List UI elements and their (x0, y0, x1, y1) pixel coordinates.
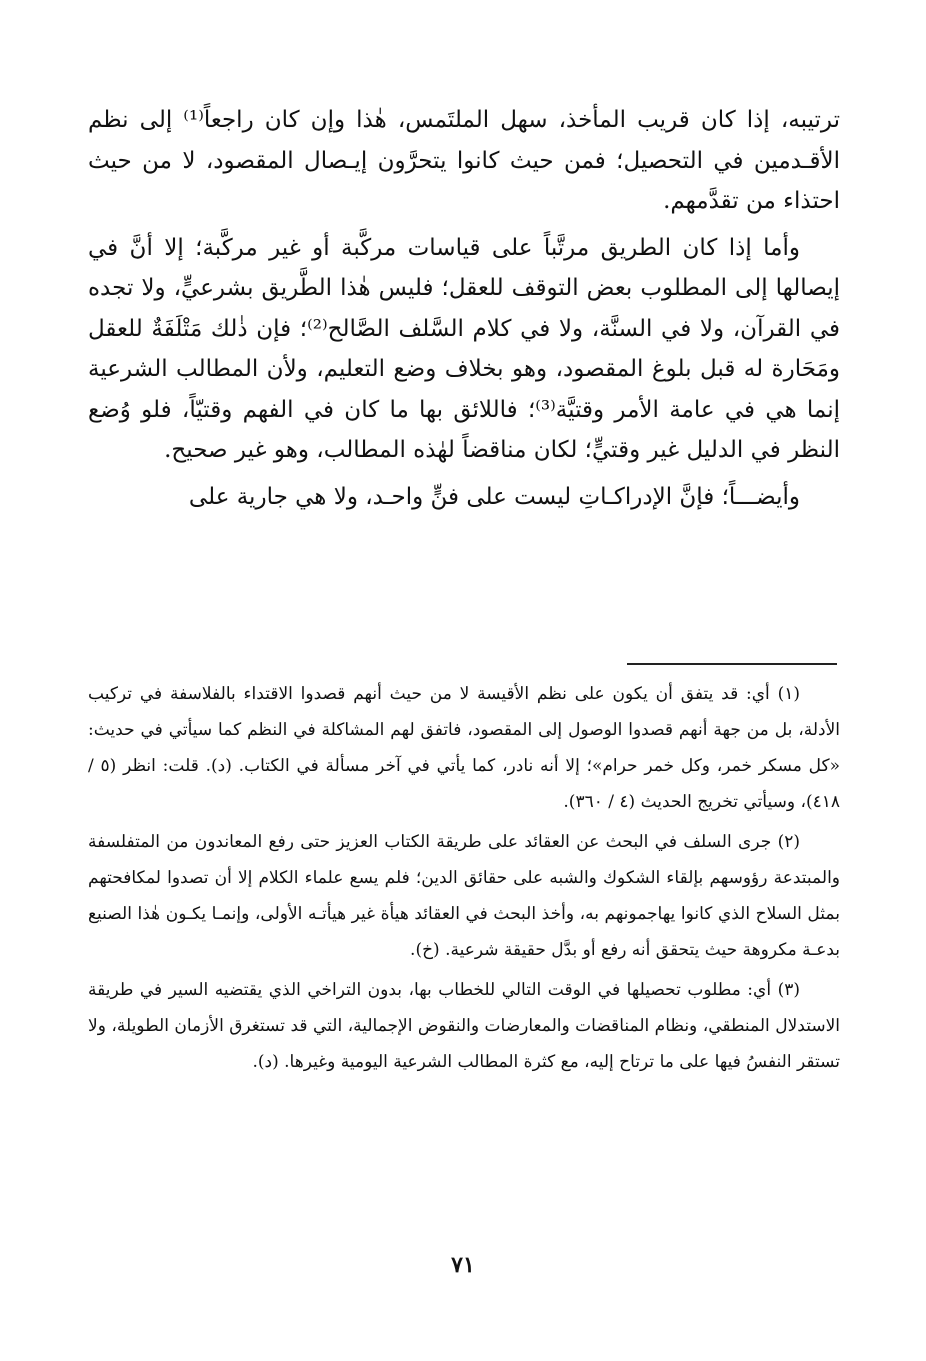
page-number: ٧١ (451, 1252, 475, 1278)
paragraph: وأيضـــاً؛ فإنَّ الإدراكـاتِ ليست على فنٍّ واحـد، ولا هي جارية على (188, 483, 800, 510)
paragraph: وأما إذا كان الطريق مرتَّباً على قياسات مركَّبة أو غير مركَّبة؛ إلا أنَّ في إيصالها إلى المطلوب بعض التوقف للعقل؛ فليس هٰذا الطَّريق بشرعيٍّ، ولا تجده في القرآن، ولا في السنَّة، ولا في كلام السَّلف الصَّالح⁽²⁾؛ فإن ذٰلك مَتْلَفَةٌ للعقل ومَحَارة له قبل بلوغ المقصود، وهو بخلاف وضع التعليم، ولأن المطالب الشرعية إنما هي في عامة الأمر وقتيَّة⁽³⁾؛ فاللائق بها ما كان في الفهم وقتيّاً، فلو وُضع النظر في الدليل غير وقتيٍّ؛ لكان مناقضاً لهٰذه المطالب، وهو غير صحيح. (88, 234, 841, 463)
main-text (88, 100, 840, 517)
footnote-3: (٣) أي: مطلوب تحصيلها في الوقت التالي للخطاب بها، بدون التراخي الذي يقتضيه السير في طريقة الاستدلال المنطقي، ونظام المناقضات والمعارضات والنقوض الإجمالية، التي قد تستغرق الأزمان الطويلة، ولا تستقر النفسُ فيها على ما ترتاح إليه، مع كثرة المطالب الشرعية اليومية وغيرها. (د). (88, 980, 840, 1072)
footnotes (88, 676, 840, 1080)
footnote-1: (١) أي: قد يتفق أن يكون على نظم الأقيسة لا من حيث أنهم قصدوا الاقتداء بالفلاسفة في تركيب الأدلة، بل من جهة أنهم قصدوا الوصول إلى المقصود، فاتفق لهم المشاكلة في النظم كما سيأتي في حديث: «كل مسكر خمر، وكل خمر حرام»؛ إلا أنه نادر، كما يأتي في آخر مسألة في الكتاب. (د). قلت: انظر (٥ / ٤١٨)، وسيأتي تخريج الحديث (٤ / ٣٦٠). (88, 684, 841, 812)
paragraph-continuation: ترتيبه، إذا كان قريب المأخذ، سهل الملتَمس، هٰذا وإن كان راجعاً⁽¹⁾ إلى نظم الأقـدمين في التحصيل؛ فمن حيث كانوا يتحرَّون إيـصال المقصود، لا من حيث احتذاء من تقدَّمهم. (88, 107, 840, 214)
footnote-separator (627, 663, 837, 665)
footnote-2: (٢) جرى السلف في البحث عن العقائد على طريقة الكتاب العزيز حتى رفع المعاندون من المتفلسفة والمبتدعة رؤوسهم بإلقاء الشكوك والشبه على حقائق الدين؛ فلم يسع علماء الكلام إلا أن تصدوا لمكافحتهم بمثل السلاح الذي كانوا يهاجمونهم به، وأخذ البحث في العقائد هيأة غير هيأتـه الأولى، وإنمـا يكـون هٰذا الصنيع بدعـة مكروهة حيث يتحقق أنه رفع أو بدَّل حقيقة شرعية. (خ). (88, 832, 840, 960)
